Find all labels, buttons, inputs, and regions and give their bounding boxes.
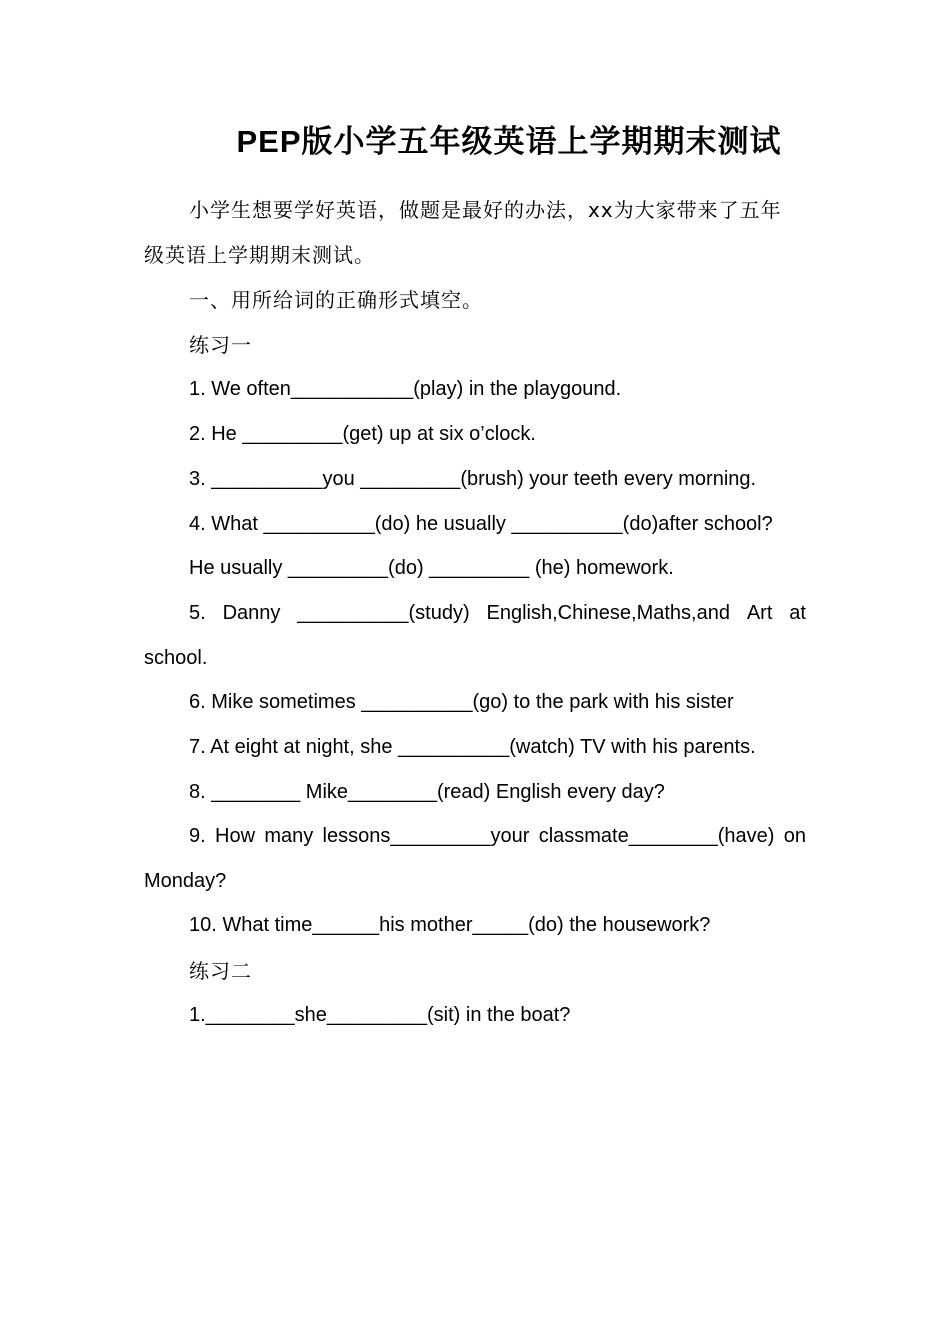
question-9-word: many [264,825,314,847]
question-10: 10. What time______his mother_____(do) the housework? [189,914,711,936]
question-5-continued: school. [144,647,208,669]
question-9-word: classmate________(have) [538,825,775,847]
section-heading: 一、用所给词的正确形式填空。 [189,288,483,312]
question-5-word: at [789,602,806,624]
question-4: 4. What __________(do) he usually __________(do)after school? [189,513,773,535]
question-9-word: on [783,825,806,847]
question-5-word: English,Chinese,Maths,and [486,602,730,624]
question-9-continued: Monday? [144,870,227,892]
question-6: 6. Mike sometimes __________(go) to the park with his sister [189,691,734,713]
question-4-answer-line: He usually _________(do) _________ (he) homework. [189,557,674,579]
exercise-1-label: 练习一 [189,333,252,357]
intro-line-2: 级英语上学期期末测试。 [144,243,375,267]
question-9-word: lessons_________your [322,825,530,847]
exercise-2-question-1: 1.________she_________(sit) in the boat? [189,1004,571,1026]
question-9 [189,822,806,850]
page-title: PEP版小学五年级英语上学期期末测试 [236,124,782,159]
intro-line-1: 小学生想要学好英语，做题是最好的办法，xx为大家带来了五年 [189,198,782,222]
exercise-2-label: 练习二 [189,959,252,983]
question-5-word: Art [746,602,773,624]
question-5-word: 5. [189,602,206,624]
question-3: 3. __________you _________(brush) your teeth every morning. [189,468,757,490]
question-7: 7. At eight at night, she __________(watch) TV with his parents. [189,736,756,758]
question-5-word: __________(study) [297,602,470,624]
question-1: 1. We often___________(play) in the playgound. [189,378,622,400]
question-2: 2. He _________(get) up at six o’clock. [189,423,536,445]
question-5-word: Danny [222,602,281,624]
question-9-word: How [215,825,256,847]
question-9-word: 9. [189,825,206,847]
question-5 [189,599,806,627]
question-8: 8. ________ Mike________(read) English every day? [189,781,665,803]
